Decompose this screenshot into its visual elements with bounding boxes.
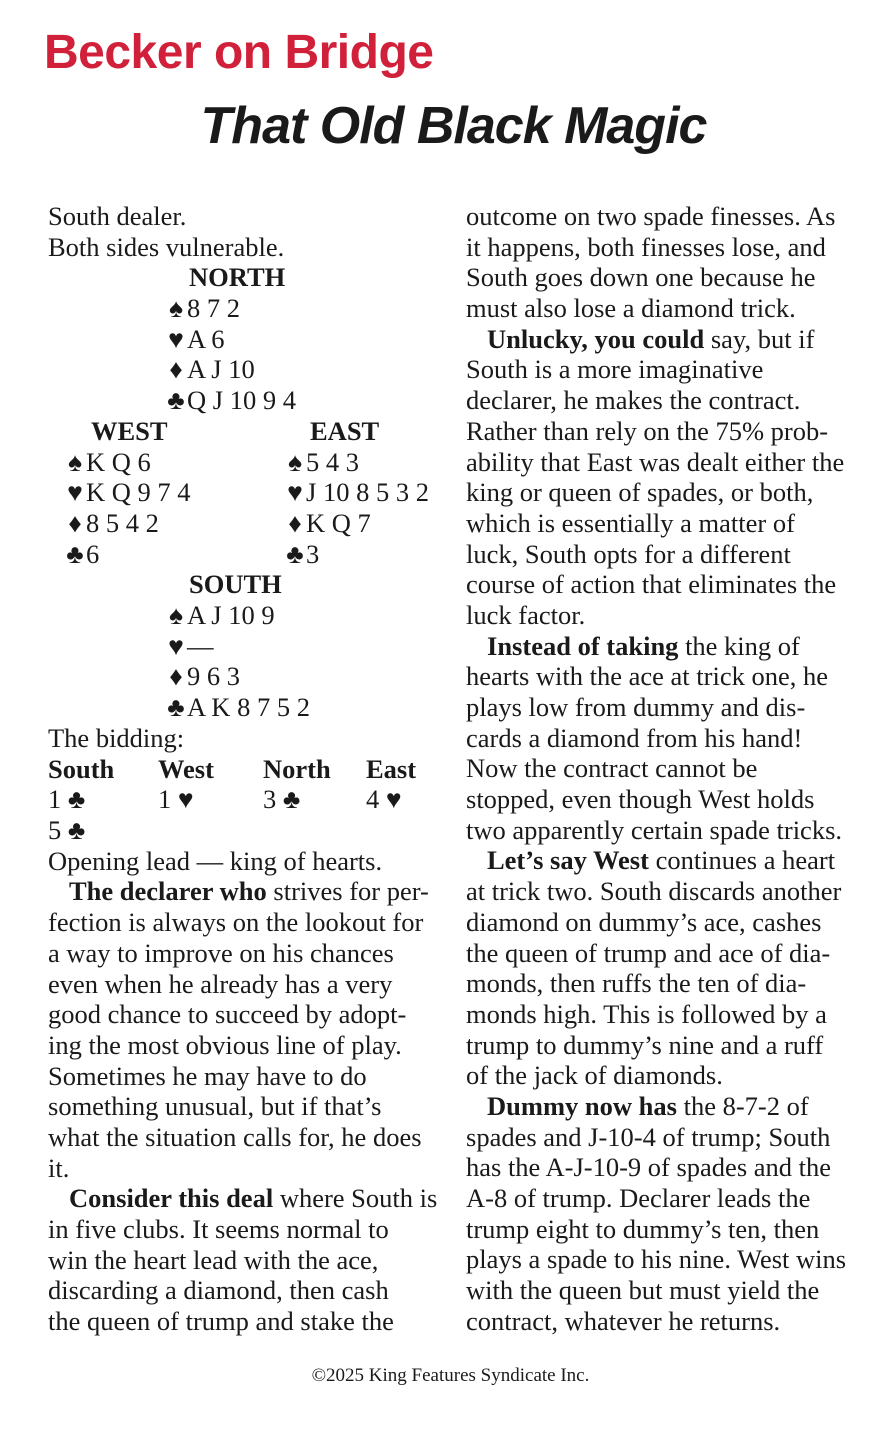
- deal-diagram: [48, 262, 435, 723]
- paragraph-3-line: declarer, he makes the contract.: [466, 385, 801, 416]
- bid-header-west: West: [158, 753, 214, 784]
- paragraph-2-line: win the heart lead with the ace,: [48, 1244, 379, 1275]
- east-diamonds: ♦ K Q 7: [284, 508, 371, 539]
- heart-icon: ♥: [287, 477, 303, 508]
- paragraph-2-line: the queen of trump and stake the: [48, 1306, 394, 1337]
- east-clubs: ♣3: [284, 539, 319, 570]
- heart-icon: ♥: [168, 323, 184, 354]
- paragraph-5-line: diamond on dummy’s ace, cashes: [466, 906, 822, 937]
- east-spades: ♠ 5 4 3: [284, 447, 359, 478]
- south-hearts: ♥ —: [165, 631, 214, 662]
- left-column: [48, 201, 438, 1337]
- paragraph-5-first-line: Let’s say West continues a heart: [487, 845, 836, 876]
- paragraph-4-line: hearts with the ace at trick one, he: [466, 661, 829, 692]
- diamond-icon: ♦: [68, 507, 82, 538]
- east-hearts: ♥ J 10 8 5 3 2: [284, 477, 429, 508]
- paragraph-4-first-line: Instead of taking the king of: [487, 630, 800, 661]
- bid-header-east: East: [366, 753, 417, 784]
- bidding-table: [48, 754, 435, 846]
- heart-icon: ♥: [168, 630, 184, 661]
- spade-icon: ♠: [287, 446, 303, 477]
- south-spades: ♠ A J 10 9: [165, 600, 275, 631]
- paragraph-4-line: plays low from dummy and dis-: [466, 692, 806, 722]
- paragraph-3-line: South is a more imaginative: [466, 354, 764, 385]
- paragraph-6-line: contract, whatever he returns.: [466, 1305, 781, 1336]
- spade-icon: ♠: [67, 446, 83, 477]
- opening-lead: Opening lead — king of hearts.: [48, 845, 383, 876]
- paragraph-2-first-line: Consider this deal where South is: [69, 1183, 438, 1214]
- spade-icon: ♠: [168, 600, 184, 631]
- bid-west-1: 1 ♥: [158, 784, 194, 815]
- diamond-icon: ♦: [169, 354, 183, 385]
- south-label: SOUTH: [189, 569, 282, 600]
- paragraph-4-line: cards a diamond from his hand!: [466, 722, 803, 753]
- paragraph-6-line: with the queen but must yield the: [466, 1275, 820, 1306]
- paragraph-2-line: discarding a diamond, then cash: [48, 1275, 389, 1306]
- deal-vulnerability: Both sides vulnerable.: [48, 231, 285, 262]
- paragraph-3-line: ability that East was dealt either the: [466, 446, 845, 477]
- diamond-icon: ♦: [169, 661, 183, 692]
- paragraph-4-line: two apparently certain spade tricks.: [466, 814, 843, 845]
- paragraph-1-line: what the situation calls for, he does: [48, 1121, 422, 1152]
- paragraph-2-line: in five clubs. It seems normal to: [48, 1214, 389, 1244]
- paragraph-4-line: Now the contract cannot be: [466, 753, 758, 784]
- club-icon: ♣: [286, 538, 304, 569]
- west-spades: ♠ K Q 6: [64, 447, 151, 478]
- heart-icon: ♥: [67, 477, 83, 508]
- south-diamonds: ♦ 9 6 3: [165, 661, 240, 692]
- club-icon: ♣: [167, 385, 185, 416]
- paragraph-1-line: even when he already has a very: [48, 968, 393, 999]
- south-clubs: ♣A K 8 7 5 2: [165, 692, 310, 723]
- masthead: Becker on Bridge: [44, 26, 434, 79]
- bid-east-1: 4 ♥: [366, 784, 402, 815]
- paragraph-1-line: ing the most obvious line of play.: [48, 1029, 402, 1060]
- paragraph-1-line: it.: [48, 1152, 70, 1183]
- north-spades: ♠ 8 7 2: [165, 293, 240, 324]
- paragraph-6-line: trump eight to dummy’s ten, then: [466, 1213, 820, 1244]
- paragraph-4-line: stopped, even though West holds: [466, 784, 815, 815]
- paragraph-1-line: good chance to succeed by adopt-: [48, 999, 407, 1030]
- paragraph-1-first-line: The declarer who strives for per-: [69, 876, 429, 907]
- paragraph-2-line: must also lose a diamond trick.: [466, 293, 796, 324]
- paragraph-5-line: monds, then ruffs the ten of dia-: [466, 968, 807, 999]
- club-icon: ♣: [167, 692, 185, 723]
- paragraph-5-line: trump to dummy’s nine and a ruff: [466, 1029, 824, 1060]
- north-hearts: ♥ A 6: [165, 324, 225, 355]
- paragraph-3-first-line: Unlucky, you could say, but if: [487, 323, 815, 354]
- paragraph-6-line: plays a spade to his nine. West wins: [466, 1244, 847, 1275]
- west-hearts: ♥ K Q 9 7 4: [64, 477, 191, 508]
- paragraph-1-line: fection is always on the lookout for: [48, 907, 424, 938]
- paragraph-3-line: course of action that eliminates the: [466, 569, 837, 600]
- deal-dealer: South dealer.: [48, 201, 187, 231]
- paragraph-3-line: Rather than rely on the 75% prob-: [466, 415, 829, 446]
- paragraph-2-line: South goes down one because he: [466, 262, 816, 293]
- west-label: WEST: [91, 415, 168, 446]
- paragraph-3-line: luck factor.: [466, 599, 586, 630]
- paragraph-5-line: at trick two. South discards another: [466, 876, 842, 907]
- paragraph-6-line: A-8 of trump. Declarer leads the: [466, 1183, 811, 1213]
- bid-south-2: 5 ♣: [48, 815, 86, 846]
- paragraph-1-line: something unusual, but if that’s: [48, 1091, 382, 1122]
- diamond-icon: ♦: [288, 507, 302, 538]
- west-diamonds: ♦ 8 5 4 2: [64, 508, 159, 539]
- bid-header-north: North: [263, 753, 331, 784]
- paragraph-1-line: a way to improve on his chances: [48, 937, 394, 968]
- bidding-label: The bidding:: [48, 723, 185, 754]
- paragraph-6-first-line: Dummy now has the 8-7-2 of: [487, 1090, 809, 1121]
- west-clubs: ♣6: [64, 539, 99, 570]
- bid-north-1: 3 ♣: [263, 784, 301, 815]
- paragraph-5-line: the queen of trump and ace of dia-: [466, 937, 831, 968]
- right-column: [466, 201, 871, 1336]
- paragraph-2-line: outcome on two spade finesses. As: [466, 201, 836, 231]
- north-label: NORTH: [189, 262, 286, 293]
- paragraph-6-line: has the A-J-10-9 of spades and the: [466, 1152, 832, 1183]
- north-diamonds: ♦ A J 10: [165, 354, 255, 385]
- paragraph-3-line: which is essentially a matter of: [466, 507, 795, 538]
- club-icon: ♣: [66, 538, 84, 569]
- north-clubs: ♣Q J 10 9 4: [165, 385, 296, 416]
- paragraph-3-line: king or queen of spades, or both,: [466, 477, 814, 508]
- bid-header-south: South: [48, 753, 115, 784]
- paragraph-5-line: monds high. This is followed by a: [466, 998, 827, 1029]
- spade-icon: ♠: [168, 293, 184, 324]
- east-label: EAST: [310, 415, 380, 446]
- copyright-footer: ©2025 King Features Syndicate Inc.: [311, 1365, 590, 1386]
- paragraph-6-line: spades and J-10-4 of trump; South: [466, 1121, 831, 1152]
- bid-south-1: 1 ♣: [48, 784, 86, 815]
- paragraph-5-line: of the jack of diamonds.: [466, 1060, 723, 1091]
- paragraph-1-line: Sometimes he may have to do: [48, 1060, 367, 1091]
- paragraph-3-line: luck, South opts for a different: [466, 538, 791, 569]
- paragraph-2-line: it happens, both finesses lose, and: [466, 231, 826, 262]
- headline: That Old Black Magic: [200, 97, 707, 155]
